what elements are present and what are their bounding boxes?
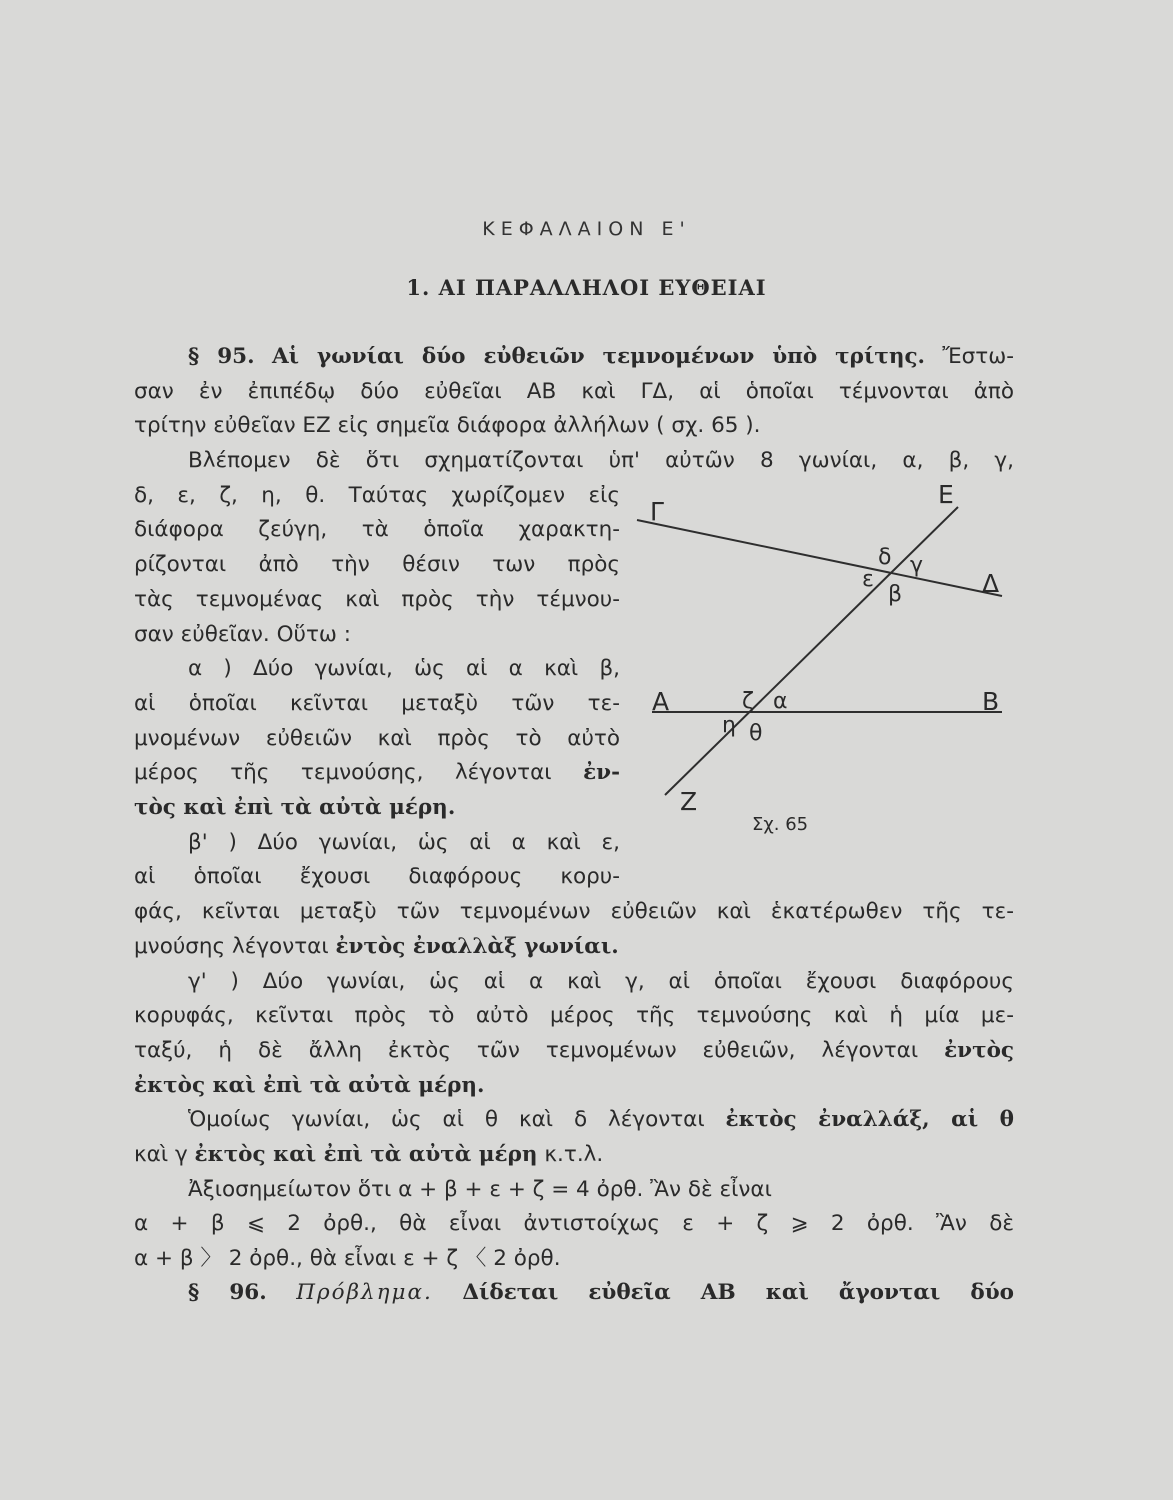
- text-line: α + β 〉 2 ὀρθ., θὰ εἶναι ε + ζ 〈 2 ὀρθ.: [134, 1246, 561, 1272]
- text-line: καὶ γ ἐκτὸς καὶ ἐπὶ τὰ αὐτὰ μέρη κ.τ.λ.: [134, 1142, 604, 1167]
- text-line: αἱ ὁποῖαι ἔχουσι διαφόρους κορυ-: [134, 864, 620, 890]
- text-line: διάφορα ζεύγη, τὰ ὁποῖα χαρακτη-: [134, 517, 620, 543]
- text-line: αἱ ὁποῖαι κεῖνται μεταξὺ τῶν τε-: [134, 690, 620, 716]
- narrow-column: [134, 479, 620, 895]
- angle-zeta: ζ: [742, 689, 754, 714]
- text-line: τὸς καὶ ἐπὶ τὰ αὐτὰ μέρη.: [134, 794, 456, 820]
- text-line: § 95. Αἱ γωνίαι δύο εὐθειῶν τεμνομένων ὑπὸ τρίτης. Ἔστω-: [188, 344, 1015, 369]
- angle-alpha: α: [773, 689, 788, 714]
- angle-gamma: γ: [910, 553, 924, 578]
- figure-caption: Σχ. 65: [752, 814, 809, 835]
- line-EZ: [665, 507, 958, 795]
- text-line: Ἀξιοσημείωτον ὅτι α + β + ε + ζ = 4 ὀρθ. Ἂν δὲ εἶναι: [188, 1176, 772, 1202]
- paragraph-95: [134, 340, 1014, 479]
- text-line: ρίζονται ἀπὸ τὴν θέσιν των πρὸς: [134, 552, 620, 578]
- text-line: τὰς τεμνομένας καὶ πρὸς τὴν τέμνου-: [134, 586, 620, 612]
- section-heading: 1. ΑΙ ΠΑΡΑΛΛΗΛΟΙ ΕΥΘΕΙΑΙ: [406, 275, 767, 300]
- text-line: τρίτην εὐθεῖαν ΕΖ εἰς σημεῖα διάφορα ἀλλήλων ( σχ. 65 ).: [134, 413, 761, 439]
- text-line: β' ) Δύο γωνίαι, ὡς αἱ α καὶ ε,: [188, 829, 620, 855]
- text-line: γ' ) Δύο γωνίαι, ὡς αἱ α καὶ γ, αἱ ὁποῖαι ἔχουσι διαφόρους: [188, 968, 1014, 994]
- chapter-heading: ΚΕΦΑΛΑΙΟΝ Ε': [482, 218, 691, 240]
- text-line: ἐκτὸς καὶ ἐπὶ τὰ αὐτὰ μέρη.: [134, 1072, 485, 1098]
- text-line: α + β ⩽ 2 ὀρθ., θὰ εἶναι ἀντιστοίχως ε + ζ ⩾ 2 ὀρθ. Ἂν δὲ: [134, 1211, 1014, 1237]
- section-title: Αἱ γωνίαι δύο εὐθειῶν τεμνομένων ὑπὸ τρίτης.: [271, 344, 926, 369]
- text-line: α ) Δύο γωνίαι, ὡς αἱ α καὶ β,: [188, 656, 620, 682]
- angle-epsilon: ε: [862, 567, 874, 592]
- label-Z: Ζ: [680, 787, 698, 816]
- angle-theta: θ: [749, 721, 763, 746]
- figure-65: [630, 470, 1030, 840]
- section-number: § 95.: [188, 344, 255, 369]
- label-B: Β: [982, 687, 1000, 716]
- text-line: σαν ἐν ἐπιπέδῳ δύο εὐθεῖαι ΑΒ καὶ ΓΔ, αἱ ὁποῖαι τέμνονται ἀπὸ: [134, 378, 1014, 404]
- text-line: Βλέπομεν δὲ ὅτι σχηματίζονται ὑπ' αὐτῶν 8 γωνίαι, α, β, γ,: [188, 448, 1014, 474]
- text-line: φάς, κεῖνται μεταξὺ τῶν τεμνομένων εὐθειῶν καὶ ἑκατέρωθεν τῆς τε-: [134, 899, 1014, 925]
- angle-delta: δ: [878, 545, 892, 570]
- section-number: § 96.: [188, 1280, 267, 1305]
- text-line: σαν εὐθεῖαν. Οὕτω :: [134, 621, 351, 647]
- text-line: Ὁμοίως γωνίαι, ὡς αἱ θ καὶ δ λέγονται ἐκτὸς ἐναλλάξ, αἱ θ: [188, 1107, 1014, 1133]
- line-GD: [637, 520, 1002, 596]
- text-line: § 96. Πρόβλημα. Δίδεται εὐθεῖα ΑΒ καὶ ἄγονται δύο: [188, 1280, 1015, 1305]
- text-line: δ, ε, ζ, η, θ. Ταύτας χωρίζομεν εἰς: [134, 482, 620, 508]
- paragraph-95-continued: [134, 895, 1014, 1277]
- label-D: Δ: [982, 569, 1000, 598]
- angle-beta: β: [888, 582, 903, 607]
- text-line: ταξύ, ἡ δὲ ἄλλη ἐκτὸς τῶν τεμνομένων εὐθειῶν, λέγονται ἐντὸς: [134, 1037, 1014, 1063]
- text-line: μνομένων εὐθειῶν καὶ πρὸς τὸ αὐτὸ: [134, 725, 620, 751]
- text-line: μέρος τῆς τεμνούσης, λέγονται ἐν-: [134, 760, 620, 786]
- problem-label: Πρόβλημα.: [296, 1280, 433, 1305]
- label-G: Γ: [650, 497, 664, 526]
- label-E: Ε: [938, 480, 954, 509]
- paragraph-96: [134, 1276, 1014, 1311]
- text-line: κορυφάς, κεῖνται πρὸς τὸ αὐτὸ μέρος τῆς τεμνούσης καὶ ἡ μία με-: [134, 1003, 1014, 1029]
- label-A: Α: [652, 687, 670, 716]
- angle-eta: η: [722, 713, 736, 738]
- text-line: μνούσης λέγονται ἐντὸς ἐναλλὰξ γωνίαι.: [134, 933, 619, 959]
